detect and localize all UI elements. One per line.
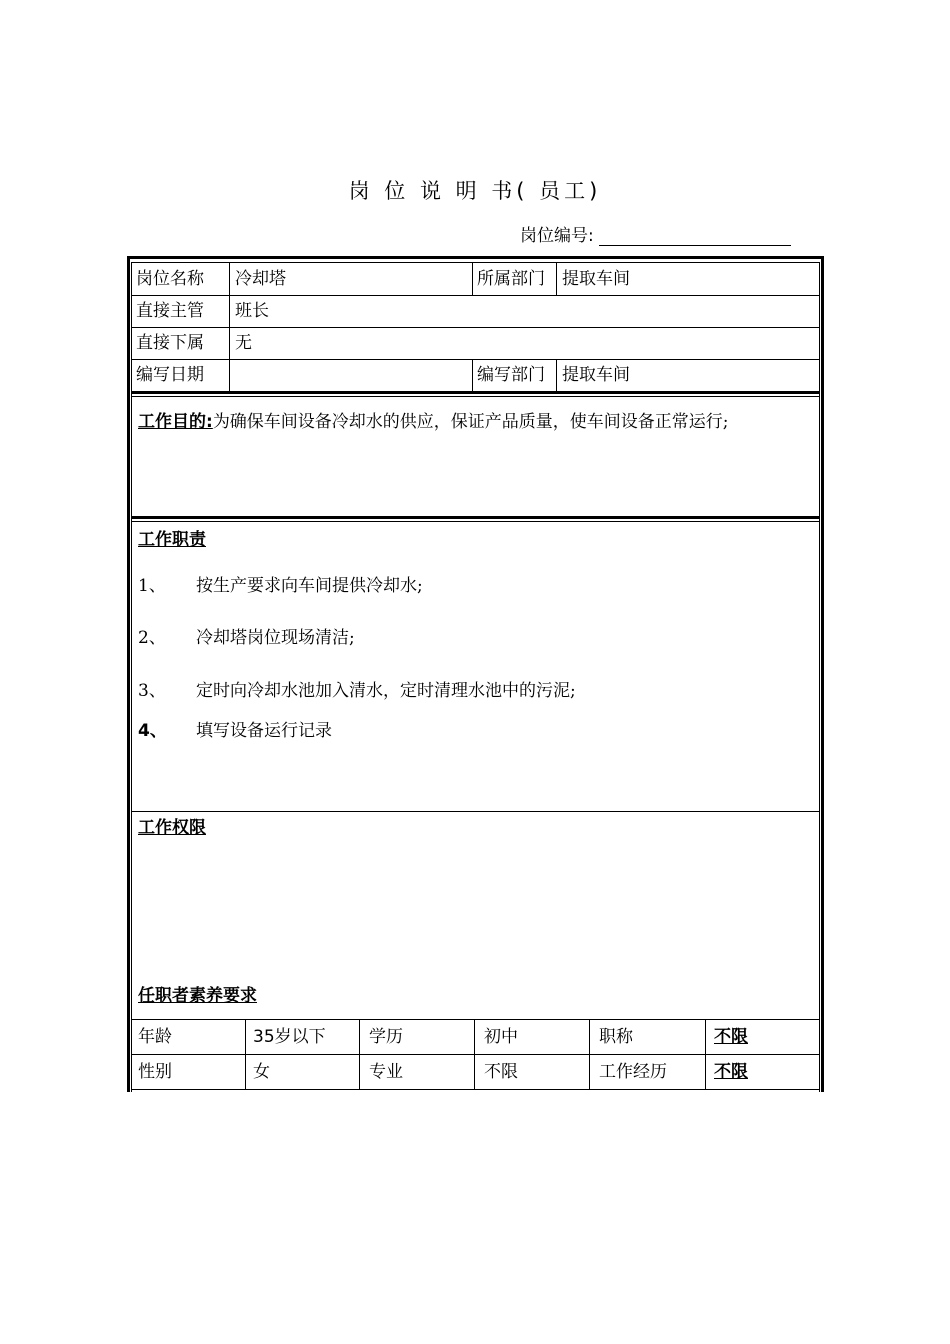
divider [131, 295, 820, 296]
req-value-experience: 不限 [714, 1062, 748, 1082]
duty-text: 冷却塔岗位现场清洁; [196, 628, 355, 648]
purpose-text: 为确保车间设备冷却水的供应，保证产品质量，使车间设备正常运行; [212, 412, 729, 432]
duty-text: 定时向冷却水池加入清水，定时清理水池中的污泥; [196, 681, 576, 701]
divider [131, 516, 820, 519]
divider [556, 263, 557, 295]
duty-item [138, 676, 576, 701]
label-write-department: 编写部门 [477, 365, 545, 385]
divider [472, 263, 473, 295]
authority-heading: 工作权限 [138, 818, 206, 838]
req-value-age: 35岁以下 [253, 1027, 326, 1047]
label-position-name: 岗位名称 [136, 269, 204, 289]
value-supervisor: 班长 [235, 301, 269, 321]
value-department: 提取车间 [562, 269, 630, 289]
req-value-major: 不限 [484, 1062, 518, 1082]
label-supervisor: 直接主管 [136, 301, 204, 321]
req-label-age: 年龄 [138, 1027, 172, 1047]
divider [131, 1054, 820, 1055]
divider [131, 327, 820, 328]
divider [474, 1019, 475, 1090]
duties-heading: 工作职责 [138, 530, 206, 550]
duty-item [138, 716, 332, 741]
divider [245, 1019, 246, 1090]
divider [131, 811, 820, 812]
req-value-gender: 女 [253, 1062, 270, 1082]
divider [131, 1019, 820, 1020]
value-position-name: 冷却塔 [235, 269, 286, 289]
divider [705, 1019, 706, 1090]
value-subordinate: 无 [235, 333, 252, 353]
divider [359, 1019, 360, 1090]
divider [131, 521, 820, 522]
divider [131, 391, 820, 394]
req-label-major: 专业 [369, 1062, 403, 1082]
position-code [520, 221, 791, 246]
position-code-blank [599, 229, 791, 246]
duty-number: 4、 [138, 721, 167, 741]
duty-text: 按生产要求向车间提供冷却水; [196, 576, 423, 596]
divider [556, 359, 557, 391]
duty-item [138, 623, 355, 648]
page-title: 岗 位 说 明 书( 员工) [348, 179, 602, 203]
duty-item [138, 571, 423, 596]
divider [229, 263, 230, 391]
purpose-section [138, 404, 814, 441]
req-value-title: 不限 [714, 1027, 748, 1047]
req-value-education: 初中 [484, 1027, 518, 1047]
req-label-experience: 工作经历 [599, 1062, 667, 1082]
requirements-heading: 任职者素养要求 [138, 986, 257, 1006]
label-write-date: 编写日期 [136, 365, 204, 385]
divider [131, 1089, 820, 1090]
duty-text: 填写设备运行记录 [196, 721, 332, 741]
duty-number: 2、 [138, 628, 166, 648]
divider [472, 359, 473, 391]
req-label-title: 职称 [599, 1027, 633, 1047]
req-label-education: 学历 [369, 1027, 403, 1047]
duty-number: 1、 [138, 576, 166, 596]
purpose-heading: 工作目的: [138, 412, 213, 432]
req-label-gender: 性别 [138, 1062, 172, 1082]
divider [589, 1019, 590, 1090]
position-code-label: 岗位编号: [520, 226, 594, 246]
label-department: 所属部门 [477, 269, 545, 289]
divider [131, 396, 820, 397]
label-subordinate: 直接下属 [136, 333, 204, 353]
divider [131, 359, 820, 360]
duty-number: 3、 [138, 681, 166, 701]
value-write-department: 提取车间 [562, 365, 630, 385]
